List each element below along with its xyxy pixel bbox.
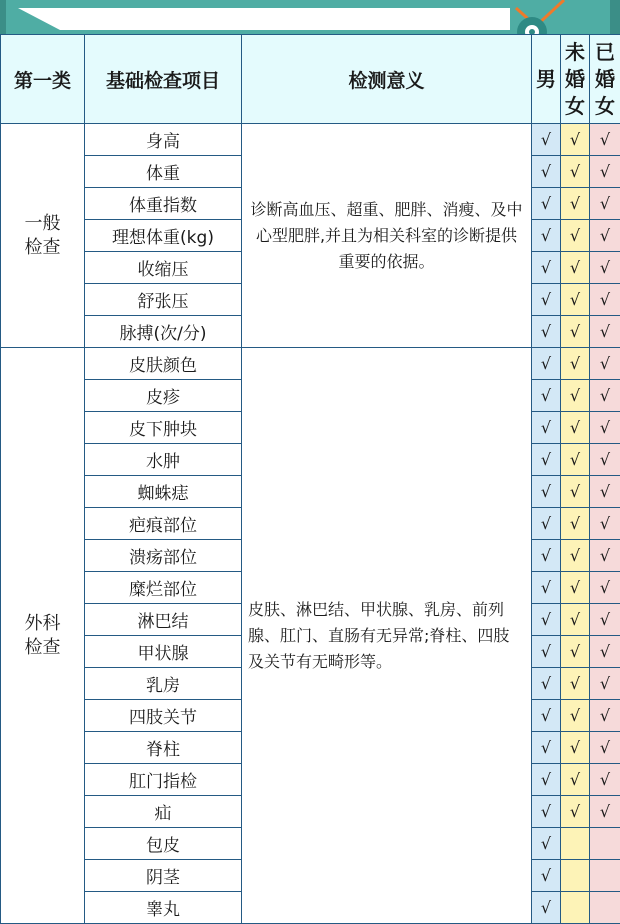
married-check: [590, 860, 620, 892]
male-check: √: [532, 284, 561, 316]
married-check: √: [590, 636, 620, 668]
married-check: √: [590, 444, 620, 476]
male-check: √: [532, 604, 561, 636]
unmarried-check: √: [561, 732, 590, 764]
married-check: √: [590, 764, 620, 796]
unmarried-check: √: [561, 188, 590, 220]
married-check: √: [590, 604, 620, 636]
unmarried-check: √: [561, 476, 590, 508]
male-check: √: [532, 764, 561, 796]
married-check: √: [590, 348, 620, 380]
unmarried-check: √: [561, 252, 590, 284]
unmarried-check: √: [561, 636, 590, 668]
header-item: 基础检查项目: [85, 35, 242, 124]
male-check: √: [532, 444, 561, 476]
male-check: √: [532, 252, 561, 284]
male-check: √: [532, 220, 561, 252]
item-name: 体重指数: [85, 188, 242, 220]
married-check: √: [590, 188, 620, 220]
meaning-cell: 诊断高血压、超重、肥胖、消瘦、及中心型肥胖,并且为相关科室的诊断提供重要的依据。: [242, 124, 532, 348]
unmarried-check: √: [561, 700, 590, 732]
item-name: 蜘蛛痣: [85, 476, 242, 508]
unmarried-check: √: [561, 124, 590, 156]
category-label: 外科: [1, 612, 84, 636]
item-name: 肛门指检: [85, 764, 242, 796]
table-row: [1, 124, 620, 156]
item-name: 阴茎: [85, 860, 242, 892]
item-name: 皮疹: [85, 380, 242, 412]
table-header-row: [1, 35, 620, 124]
header-married-char: 已: [590, 39, 620, 66]
item-name: 理想体重(kg): [85, 220, 242, 252]
male-check: √: [532, 892, 561, 924]
unmarried-check: [561, 892, 590, 924]
item-name: 疤痕部位: [85, 508, 242, 540]
item-name: 包皮: [85, 828, 242, 860]
married-check: √: [590, 476, 620, 508]
header-category: 第一类: [1, 35, 85, 124]
item-name: 皮肤颜色: [85, 348, 242, 380]
male-check: √: [532, 348, 561, 380]
unmarried-check: √: [561, 764, 590, 796]
item-name: 疝: [85, 796, 242, 828]
header-unmarried-char: 未: [561, 39, 589, 66]
item-name: 四肢关节: [85, 700, 242, 732]
married-check: [590, 828, 620, 860]
male-check: √: [532, 476, 561, 508]
married-check: [590, 892, 620, 924]
married-check: √: [590, 796, 620, 828]
unmarried-check: √: [561, 316, 590, 348]
header-meaning: 检测意义: [242, 35, 532, 124]
category-label: 一般: [1, 212, 84, 236]
unmarried-check: √: [561, 412, 590, 444]
married-check: √: [590, 220, 620, 252]
male-check: √: [532, 188, 561, 220]
male-check: √: [532, 860, 561, 892]
unmarried-check: √: [561, 604, 590, 636]
male-check: √: [532, 828, 561, 860]
item-name: 睾丸: [85, 892, 242, 924]
exam-table: [0, 34, 620, 924]
male-check: √: [532, 412, 561, 444]
item-name: 皮下肿块: [85, 412, 242, 444]
category-label: 检查: [1, 636, 84, 660]
unmarried-check: √: [561, 540, 590, 572]
unmarried-check: √: [561, 508, 590, 540]
male-check: √: [532, 700, 561, 732]
item-name: 收缩压: [85, 252, 242, 284]
item-name: 脉搏(次/分): [85, 316, 242, 348]
item-name: 水肿: [85, 444, 242, 476]
married-check: √: [590, 156, 620, 188]
male-check: √: [532, 380, 561, 412]
male-check: √: [532, 796, 561, 828]
category-cell: [1, 124, 85, 348]
unmarried-check: √: [561, 156, 590, 188]
male-check: √: [532, 572, 561, 604]
married-check: √: [590, 572, 620, 604]
married-check: √: [590, 380, 620, 412]
married-check: √: [590, 508, 620, 540]
male-check: √: [532, 636, 561, 668]
married-check: √: [590, 732, 620, 764]
unmarried-check: [561, 860, 590, 892]
married-check: √: [590, 412, 620, 444]
item-name: 溃疡部位: [85, 540, 242, 572]
category-label: 检查: [1, 236, 84, 260]
male-check: √: [532, 668, 561, 700]
male-check: √: [532, 540, 561, 572]
item-name: 身高: [85, 124, 242, 156]
item-name: 舒张压: [85, 284, 242, 316]
married-check: √: [590, 540, 620, 572]
unmarried-check: √: [561, 796, 590, 828]
item-name: 脊柱: [85, 732, 242, 764]
married-check: √: [590, 316, 620, 348]
header-unmarried-char: 婚: [561, 66, 589, 93]
meaning-cell: 皮肤、淋巴结、甲状腺、乳房、前列腺、肛门、直肠有无异常;脊柱、四肢及关节有无畸形等。: [242, 348, 532, 924]
married-check: √: [590, 252, 620, 284]
male-check: √: [532, 508, 561, 540]
unmarried-check: [561, 828, 590, 860]
header-married-char: 婚: [590, 66, 620, 93]
header-unmarried-char: 女: [561, 93, 589, 120]
unmarried-check: √: [561, 668, 590, 700]
unmarried-check: √: [561, 348, 590, 380]
header-unmarried-female: [561, 35, 590, 124]
item-name: 体重: [85, 156, 242, 188]
item-name: 乳房: [85, 668, 242, 700]
table-row: [1, 348, 620, 380]
header-married-char: 女: [590, 93, 620, 120]
item-name: 淋巴结: [85, 604, 242, 636]
item-name: 糜烂部位: [85, 572, 242, 604]
unmarried-check: √: [561, 284, 590, 316]
married-check: √: [590, 124, 620, 156]
unmarried-check: √: [561, 444, 590, 476]
male-check: √: [532, 156, 561, 188]
unmarried-check: √: [561, 572, 590, 604]
unmarried-check: √: [561, 220, 590, 252]
married-check: √: [590, 668, 620, 700]
header-male: 男: [532, 35, 561, 124]
header-married-female: [590, 35, 620, 124]
table-body: [1, 124, 620, 924]
male-check: √: [532, 316, 561, 348]
unmarried-check: √: [561, 380, 590, 412]
married-check: √: [590, 284, 620, 316]
male-check: √: [532, 732, 561, 764]
male-check: √: [532, 124, 561, 156]
married-check: √: [590, 700, 620, 732]
item-name: 甲状腺: [85, 636, 242, 668]
category-cell: [1, 348, 85, 924]
